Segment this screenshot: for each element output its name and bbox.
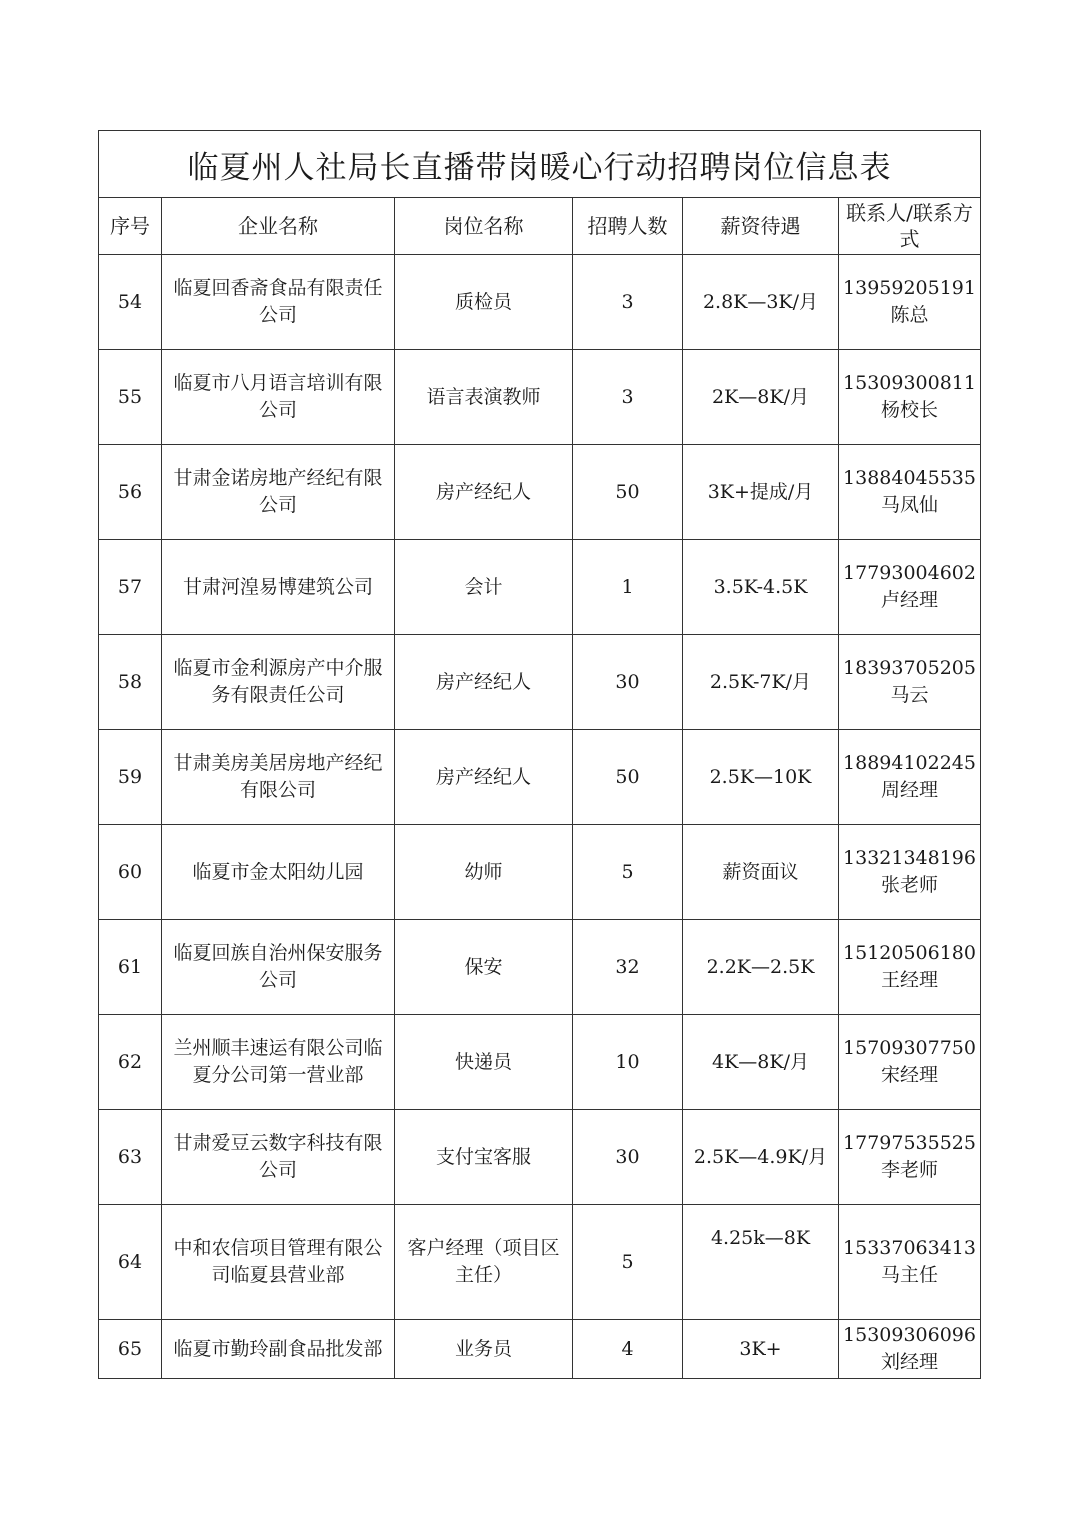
cell-count: 1 <box>573 540 683 635</box>
recruitment-table <box>98 130 981 1379</box>
table-row <box>99 1205 981 1320</box>
cell-salary: 2.8K—3K/月 <box>683 255 839 350</box>
cell-company: 临夏市金太阳幼儿园 <box>162 825 395 920</box>
cell-seq: 54 <box>99 255 162 350</box>
cell-company: 兰州顺丰速运有限公司临夏分公司第一营业部 <box>162 1015 395 1110</box>
cell-count: 30 <box>573 635 683 730</box>
cell-position: 支付宝客服 <box>395 1110 573 1205</box>
contact-phone: 18894102245 <box>843 752 976 774</box>
cell-salary: 2K—8K/月 <box>683 350 839 445</box>
cell-seq: 64 <box>99 1205 162 1320</box>
cell-seq: 62 <box>99 1015 162 1110</box>
contact-phone: 17797535525 <box>843 1132 976 1154</box>
cell-contact <box>839 730 981 825</box>
cell-contact <box>839 920 981 1015</box>
cell-contact <box>839 1320 981 1379</box>
contact-person: 周经理 <box>881 779 939 801</box>
cell-company: 临夏回香斋食品有限责任公司 <box>162 255 395 350</box>
cell-position: 快递员 <box>395 1015 573 1110</box>
contact-phone: 17793004602 <box>843 562 976 584</box>
cell-salary: 2.2K—2.5K <box>683 920 839 1015</box>
cell-company: 中和农信项目管理有限公司临夏县营业部 <box>162 1205 395 1320</box>
cell-company: 甘肃美房美居房地产经纪有限公司 <box>162 730 395 825</box>
cell-contact <box>839 1110 981 1205</box>
header-count: 招聘人数 <box>573 198 683 255</box>
cell-seq: 56 <box>99 445 162 540</box>
contact-person: 马凤仙 <box>881 494 939 516</box>
cell-position: 会计 <box>395 540 573 635</box>
cell-contact <box>839 445 981 540</box>
table-row <box>99 445 981 540</box>
contact-person: 张老师 <box>881 874 939 896</box>
contact-phone: 15337063413 <box>843 1237 976 1259</box>
cell-salary: 2.5K—4.9K/月 <box>683 1110 839 1205</box>
table-row <box>99 920 981 1015</box>
cell-company: 甘肃爱豆云数字科技有限公司 <box>162 1110 395 1205</box>
contact-phone: 18393705205 <box>843 657 976 679</box>
contact-phone: 15709307750 <box>843 1037 976 1059</box>
cell-seq: 55 <box>99 350 162 445</box>
cell-salary: 4.25k—8K <box>683 1205 839 1320</box>
cell-contact <box>839 1015 981 1110</box>
cell-position: 业务员 <box>395 1320 573 1379</box>
cell-count: 3 <box>573 350 683 445</box>
cell-position: 房产经纪人 <box>395 445 573 540</box>
cell-salary: 3K+ <box>683 1320 839 1379</box>
recruitment-sheet <box>98 130 980 1379</box>
contact-phone: 15120506180 <box>843 942 976 964</box>
cell-seq: 60 <box>99 825 162 920</box>
cell-count: 50 <box>573 730 683 825</box>
cell-contact <box>839 635 981 730</box>
cell-salary: 2.5K—10K <box>683 730 839 825</box>
cell-position: 房产经纪人 <box>395 635 573 730</box>
contact-person: 陈总 <box>890 304 929 326</box>
cell-seq: 59 <box>99 730 162 825</box>
contact-phone: 15309300811 <box>843 372 976 394</box>
cell-contact <box>839 825 981 920</box>
cell-seq: 65 <box>99 1320 162 1379</box>
cell-count: 50 <box>573 445 683 540</box>
cell-seq: 61 <box>99 920 162 1015</box>
cell-seq: 63 <box>99 1110 162 1205</box>
cell-company: 临夏回族自治州保安服务公司 <box>162 920 395 1015</box>
contact-person: 马云 <box>890 684 929 706</box>
cell-company: 临夏市八月语言培训有限公司 <box>162 350 395 445</box>
cell-position: 语言表演教师 <box>395 350 573 445</box>
cell-salary: 3K+提成/月 <box>683 445 839 540</box>
cell-position: 幼师 <box>395 825 573 920</box>
table-title: 临夏州人社局长直播带岗暖心行动招聘岗位信息表 <box>99 131 981 198</box>
cell-position: 保安 <box>395 920 573 1015</box>
cell-position: 房产经纪人 <box>395 730 573 825</box>
cell-contact <box>839 1205 981 1320</box>
header-position: 岗位名称 <box>395 198 573 255</box>
cell-contact <box>839 255 981 350</box>
header-row <box>99 198 981 255</box>
cell-company: 甘肃河湟易博建筑公司 <box>162 540 395 635</box>
table-row <box>99 730 981 825</box>
header-contact: 联系人/联系方式 <box>839 198 981 255</box>
contact-phone: 15309306096 <box>843 1324 976 1346</box>
cell-position: 质检员 <box>395 255 573 350</box>
cell-count: 4 <box>573 1320 683 1379</box>
contact-phone: 13321348196 <box>843 847 976 869</box>
cell-company: 甘肃金诺房地产经纪有限公司 <box>162 445 395 540</box>
header-company: 企业名称 <box>162 198 395 255</box>
contact-person: 马主任 <box>881 1264 939 1286</box>
cell-count: 5 <box>573 1205 683 1320</box>
cell-count: 32 <box>573 920 683 1015</box>
table-row <box>99 1015 981 1110</box>
cell-salary: 2.5K-7K/月 <box>683 635 839 730</box>
table-row <box>99 1110 981 1205</box>
cell-count: 30 <box>573 1110 683 1205</box>
contact-person: 宋经理 <box>881 1064 939 1086</box>
table-row <box>99 350 981 445</box>
contact-phone: 13884045535 <box>843 467 976 489</box>
header-seq: 序号 <box>99 198 162 255</box>
cell-salary: 薪资面议 <box>683 825 839 920</box>
cell-count: 10 <box>573 1015 683 1110</box>
contact-person: 卢经理 <box>881 589 939 611</box>
table-row <box>99 540 981 635</box>
cell-company: 临夏市勤玲副食品批发部 <box>162 1320 395 1379</box>
cell-count: 3 <box>573 255 683 350</box>
table-body <box>99 255 981 1379</box>
contact-person: 刘经理 <box>881 1351 939 1373</box>
cell-company: 临夏市金利源房产中介服务有限责任公司 <box>162 635 395 730</box>
contact-person: 杨校长 <box>881 399 939 421</box>
contact-person: 李老师 <box>881 1159 939 1181</box>
cell-seq: 58 <box>99 635 162 730</box>
header-salary: 薪资待遇 <box>683 198 839 255</box>
cell-contact <box>839 350 981 445</box>
cell-salary: 4K—8K/月 <box>683 1015 839 1110</box>
cell-position: 客户经理（项目区主任） <box>395 1205 573 1320</box>
cell-contact <box>839 540 981 635</box>
table-row <box>99 825 981 920</box>
contact-person: 王经理 <box>881 969 939 991</box>
table-row <box>99 635 981 730</box>
table-row <box>99 1320 981 1379</box>
contact-phone: 13959205191 <box>843 277 976 299</box>
cell-salary: 3.5K-4.5K <box>683 540 839 635</box>
cell-seq: 57 <box>99 540 162 635</box>
table-row <box>99 255 981 350</box>
cell-count: 5 <box>573 825 683 920</box>
